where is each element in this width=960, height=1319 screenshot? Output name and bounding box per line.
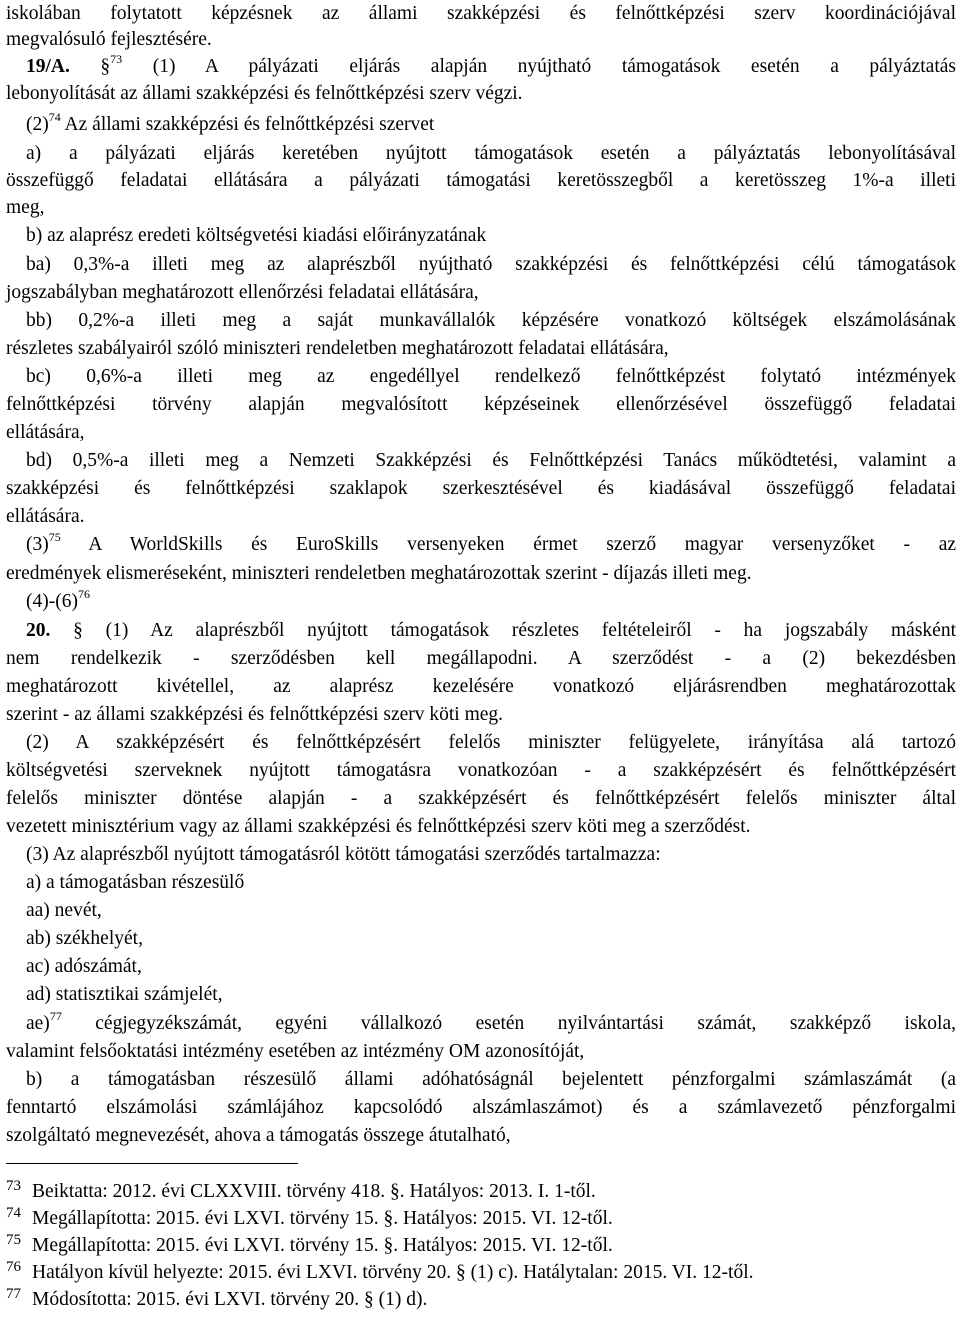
- footnote: 75 Megállapította: 2015. évi LXVI. törvény 15. §. Hatályos: 2015. VI. 12-től.: [6, 1232, 613, 1256]
- text-line: [6, 1009, 956, 1038]
- section-sign: §: [100, 56, 111, 77]
- text-line: ac) adószámát,: [26, 956, 142, 977]
- text-line: felelős miniszter döntése alapján - a szakképzésért és felnőttképzésért felelős miniszter által: [6, 788, 956, 809]
- text-line: lebonyolítását az állami szakképzési és felnőttképzési szerv végzi.: [6, 83, 523, 104]
- section-number: 19/A.: [26, 56, 70, 77]
- text-line: [6, 110, 956, 139]
- text-segment: (3): [26, 534, 49, 555]
- text-line: ab) székhelyét,: [26, 928, 143, 949]
- text-line: összefüggő feladatai ellátására a pályázati támogatási keretösszegből a keretösszeg 1%-a illeti: [6, 170, 956, 191]
- footnote-text: Beiktatta: 2012. évi CLXXVIII. törvény 418. §. Hatályos: 2013. I. 1-től.: [32, 1181, 596, 1202]
- footnote-text: Hatályon kívül helyezte: 2015. évi LXVI. törvény 20. § (1) c). Hatálytalan: 2015. VI. 12-től.: [32, 1262, 754, 1283]
- text-line: (2) A szakképzésért és felnőttképzésért felelős miniszter felügyelete, irányítása alá tartozó: [26, 732, 956, 753]
- text-segment: Az állami szakképzési és felnőttképzési szervet: [60, 114, 435, 135]
- text-line: (3) Az alaprészből nyújtott támogatásról kötött támogatási szerződés tartalmazza:: [26, 844, 661, 865]
- text-line: szakképzési és felnőttképzési szaklapok szerkesztésével és kiadásával összefüggő feladatai: [6, 478, 956, 499]
- text-line: bd) 0,5%-a illeti meg a Nemzeti Szakképzési és Felnőttképzési Tanács működtetési, valamint a: [26, 450, 956, 471]
- text-line: felnőttképzési törvény alapján megvalósított képzéseinek ellenőrzésével összefüggő feladatai: [6, 394, 956, 415]
- text-line: jogszabályban meghatározott ellenőrzési feladatai ellátására,: [6, 282, 479, 303]
- text-line: nem rendelkezik - szerződésben kell megállapodni. A szerződést - a (2) bekezdésben: [6, 648, 956, 669]
- section-sign: §: [73, 620, 83, 641]
- footnote-ref[interactable]: 73: [110, 52, 123, 66]
- text-line: [6, 530, 956, 559]
- text-line: valamint felsőoktatási intézmény esetében az intézmény OM azonosítóját,: [6, 1041, 585, 1062]
- text-segment: (4)-(6): [26, 591, 78, 612]
- footnote-text: Megállapította: 2015. évi LXVI. törvény 15. §. Hatályos: 2015. VI. 12-től.: [32, 1208, 613, 1229]
- text-line: vezetett minisztérium vagy az állami szakképzési és felnőttképzési szerv köti meg a szerződést.: [6, 816, 751, 837]
- text-line: a) a támogatásban részesülő: [26, 872, 245, 893]
- text-line: meg,: [6, 197, 45, 218]
- text-line: b) az alaprész eredeti költségvetési kiadási előirányzatának: [26, 225, 487, 246]
- text-segment: A WorldSkills és EuroSkills versenyeken érmet szerző magyar versenyzőket - az: [60, 534, 956, 555]
- section-number: 20.: [26, 620, 51, 641]
- footnote-ref[interactable]: 75: [48, 530, 61, 544]
- footnote-text: Megállapította: 2015. évi LXVI. törvény 15. §. Hatályos: 2015. VI. 12-től.: [32, 1235, 613, 1256]
- text-line: ba) 0,3%-a illeti meg az alaprészből nyújtható szakképzési és felnőttképzési célú támogatások: [26, 254, 956, 275]
- section-20-heading: [6, 619, 956, 645]
- text-line: iskolában folytatott képzésnek az állami szakképzési és felnőttképzési szerv koordinációjával: [6, 3, 956, 24]
- text-line: bc) 0,6%-a illeti meg az engedéllyel rendelkező felnőttképzést folytató intézmények: [26, 366, 956, 387]
- footnote-ref[interactable]: 76: [77, 587, 90, 601]
- text-line: ad) statisztikai számjelét,: [26, 984, 223, 1005]
- text-line: részletes szabályairól szóló miniszteri rendeletben meghatározott feladatai ellátására,: [6, 338, 669, 359]
- text-line: fenntartó elszámolási számlájához kapcsolódó alszámlaszámot) és a számlavezető pénzforgalmi: [6, 1097, 956, 1118]
- text-line: költségvetési szerveknek nyújtott támogatásra vonatkozóan - a szakképzésért és felnőttképzésért: [6, 760, 956, 781]
- text-line: a) a pályázati eljárás keretében nyújtott támogatások esetén a pályáztatás lebonyolításával: [26, 143, 956, 164]
- footnote-text: Módosította: 2015. évi LXVI. törvény 20. § (1) d).: [32, 1289, 428, 1310]
- text-line: meghatározott kivétellel, az alaprész kezelésére vonatkozó eljárásrendben meghatározottak: [6, 676, 956, 697]
- text-line: ellátására.: [6, 506, 85, 527]
- text-line: [6, 587, 956, 616]
- text-line: szerint - az állami szakképzési és felnőttképzési szerv köti meg.: [6, 704, 504, 725]
- text-line: aa) nevét,: [26, 900, 102, 921]
- footnote: 77 Módosította: 2015. évi LXVI. törvény 20. § (1) d).: [6, 1286, 428, 1310]
- text-line: megvalósuló fejlesztésére.: [6, 29, 212, 50]
- text-line: szolgáltató megnevezését, ahova a támogatás összege átutalható,: [6, 1125, 511, 1146]
- text-line: ellátására,: [6, 422, 85, 443]
- text-segment: (2): [26, 114, 49, 135]
- footnote: 73 Beiktatta: 2012. évi CLXXVIII. törvény 418. §. Hatályos: 2013. I. 1-től.: [6, 1178, 596, 1202]
- footnote-ref[interactable]: 77: [49, 1009, 62, 1023]
- text-line: bb) 0,2%-a illeti meg a saját munkavállalók képzésére vonatkozó költségek elszámolásának: [26, 310, 956, 331]
- footnote-ref[interactable]: 74: [48, 110, 61, 124]
- footnote: 76 Hatályon kívül helyezte: 2015. évi LXVI. törvény 20. § (1) c). Hatálytalan: 2015. VI. 12-től.: [6, 1259, 754, 1283]
- text-line: eredmények elismeréseként, miniszteri rendeletben meghatározottak szerint - díjazás illeti meg.: [6, 563, 752, 584]
- text-line: b) a támogatásban részesülő állami adóhatóságnál bejelentett pénzforgalmi számlaszámát (a: [26, 1069, 956, 1090]
- text-segment: (1) A pályázati eljárás alapján nyújtható támogatások esetén a pályáztatás: [122, 56, 957, 77]
- footnote-separator: [6, 1163, 298, 1164]
- text-segment: (1) Az alaprészből nyújtott támogatások részletes feltételeiről - ha jogszabály másként: [82, 620, 956, 641]
- text-segment: ae): [26, 1013, 50, 1034]
- text-segment: cégjegyzékszámát, egyéni vállalkozó esetén nyilvántartási számát, szakképző iskola,: [61, 1013, 956, 1034]
- section-19a-heading: [6, 52, 957, 81]
- footnote: 74 Megállapította: 2015. évi LXVI. törvény 15. §. Hatályos: 2015. VI. 12-től.: [6, 1205, 613, 1229]
